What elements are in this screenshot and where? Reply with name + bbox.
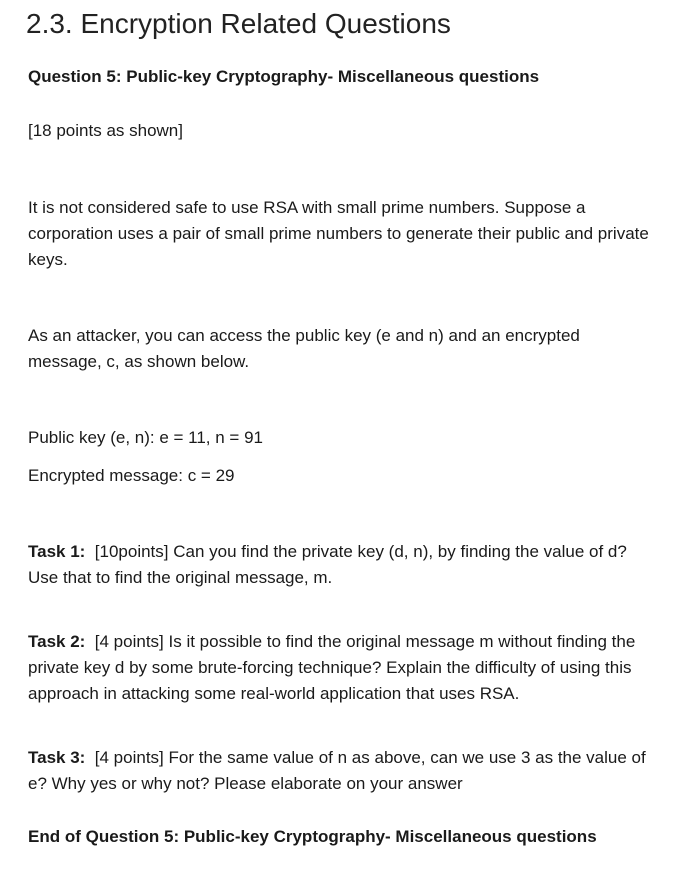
question-heading: Question 5: Public-key Cryptography- Miscellaneous questions: [28, 67, 540, 86]
task-2: [28, 629, 658, 707]
intro-paragraph: It is not considered safe to use RSA with small prime numbers. Suppose a corporation uses a pair of small prime numbers to generate their public and private keys.: [28, 198, 649, 269]
task-3-label: Task 3:: [28, 748, 86, 767]
section-title: 2.3. Encryption Related Questions: [26, 8, 451, 39]
task-1-text: [10points] Can you find the private key (d, n), by finding the value of d? Use that to find the original message, m.: [28, 542, 627, 587]
attacker-paragraph: As an attacker, you can access the public key (e and n) and an encrypted message, c, as shown below.: [28, 326, 580, 371]
task-3: [28, 745, 658, 797]
points-note: [18 points as shown]: [28, 121, 183, 140]
task-3-text: [4 points] For the same value of n as above, can we use 3 as the value of e? Why yes or why not? Please elaborate on your answer: [28, 748, 646, 793]
task-2-text: [4 points] Is it possible to find the original message m without finding the private key d by some brute-forcing technique? Explain the difficulty of using this approach in attacking some real-world application that uses RSA.: [28, 632, 636, 703]
task-1-label: Task 1:: [28, 542, 86, 561]
task-1: [28, 539, 658, 591]
task-2-label: Task 2:: [28, 632, 86, 651]
encrypted-message-line: Encrypted message: c = 29: [28, 466, 235, 485]
end-heading: End of Question 5: Public-key Cryptography- Miscellaneous questions: [28, 827, 597, 846]
public-key-line: Public key (e, n): e = 11, n = 91: [28, 428, 263, 447]
